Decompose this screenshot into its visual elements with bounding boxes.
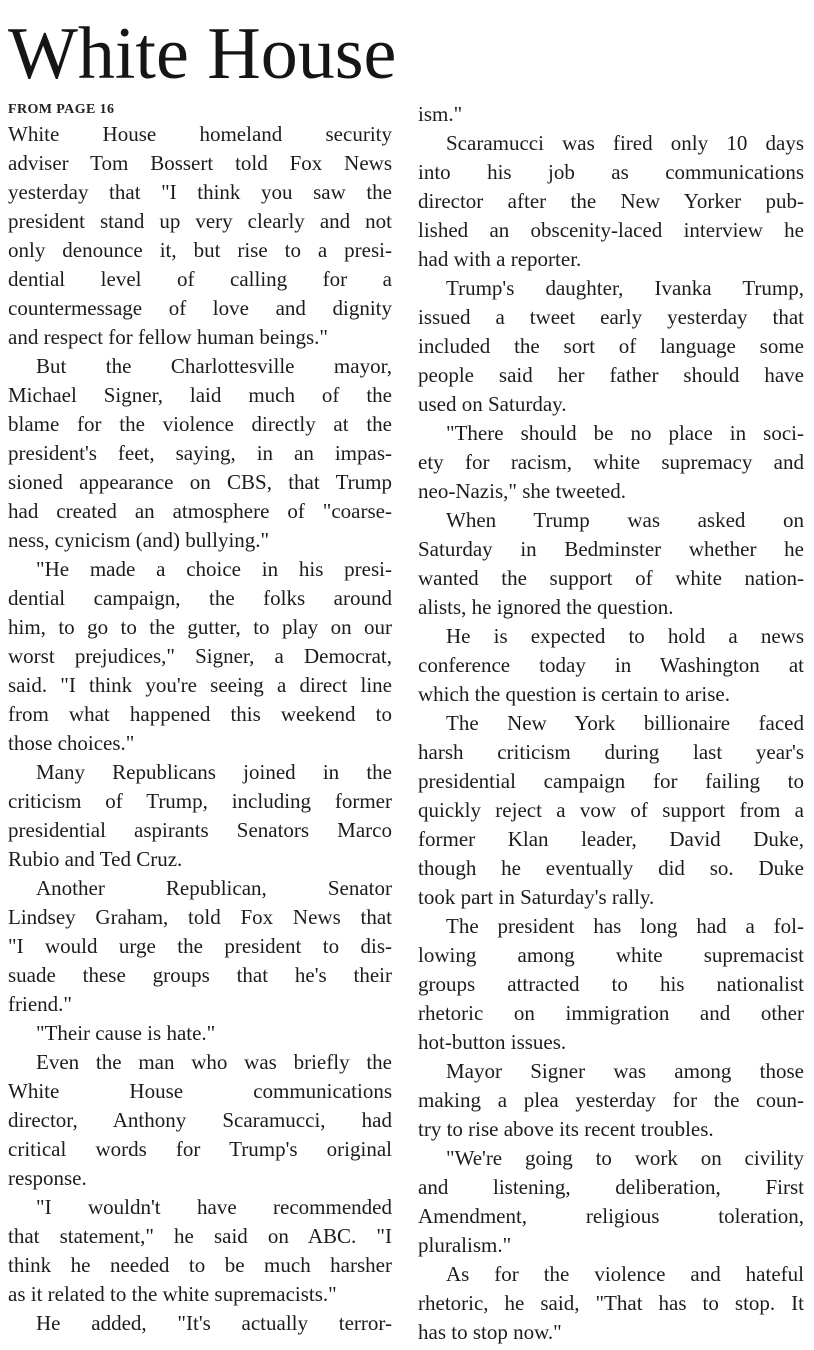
text-line: adviser Tom Bossert told Fox News	[8, 151, 392, 175]
text-line: "I would urge the president to dis-	[8, 934, 392, 958]
text-line: which the question is certain to arise.	[418, 682, 730, 706]
text-line: those choices."	[8, 731, 135, 755]
text-line: When Trump was asked on	[446, 508, 804, 532]
text-line: lowing among white supremacist	[418, 943, 804, 967]
text-line: He is expected to hold a news	[446, 624, 804, 648]
text-line: and listening, deliberation, First	[418, 1175, 804, 1199]
text-line: The New York billionaire faced	[446, 711, 804, 735]
text-line: and respect for fellow human beings."	[8, 325, 328, 349]
text-line: said. "I think you're seeing a direct line	[8, 673, 392, 697]
text-line: neo-Nazis," she tweeted.	[418, 479, 626, 503]
text-line: alists, he ignored the question.	[418, 595, 674, 619]
text-line: ety for racism, white supremacy and	[418, 450, 804, 474]
text-line: ism."	[418, 102, 463, 126]
column-text-right	[418, 100, 804, 1347]
text-line: presidential campaign for failing to	[418, 769, 804, 793]
headline: White House	[8, 13, 397, 95]
text-line: director, Anthony Scaramucci, had	[8, 1108, 392, 1132]
text-line: into his job as communications	[418, 160, 804, 184]
text-line: Saturday in Bedminster whether he	[418, 537, 804, 561]
text-line: took part in Saturday's rally.	[418, 885, 655, 909]
text-line: groups attracted to his nationalist	[418, 972, 804, 996]
text-line: response.	[8, 1166, 87, 1190]
text-line: rhetoric, he said, "That has to stop. It	[418, 1291, 804, 1315]
text-line: "He made a choice in his presi-	[36, 557, 392, 581]
text-line: Mayor Signer was among those	[446, 1059, 804, 1083]
text-line: "There should be no place in soci-	[446, 421, 804, 445]
text-line: blame for the violence directly at the	[8, 412, 392, 436]
text-line: "Their cause is hate."	[36, 1021, 216, 1045]
text-line: had created an atmosphere of "coarse-	[8, 499, 392, 523]
text-line: director after the New Yorker pub-	[418, 189, 804, 213]
text-line: Scaramucci was fired only 10 days	[446, 131, 804, 155]
text-line: has to stop now."	[418, 1320, 562, 1344]
text-line: As for the violence and hateful	[446, 1262, 804, 1286]
text-line: Michael Signer, laid much of the	[8, 383, 392, 407]
text-line: from what happened this weekend to	[8, 702, 392, 726]
text-line: criticism of Trump, including former	[8, 789, 392, 813]
text-line: hot-button issues.	[418, 1030, 567, 1054]
text-line: White House homeland security	[8, 122, 392, 146]
text-line: dential level of calling for a	[8, 267, 392, 291]
text-line: suade these groups that he's their	[8, 963, 392, 987]
text-line: Trump's daughter, Ivanka Trump,	[446, 276, 804, 300]
text-line: conference today in Washington at	[418, 653, 804, 677]
text-line: ness, cynicism (and) bullying."	[8, 528, 270, 552]
text-line: though he eventually did so. Duke	[418, 856, 804, 880]
text-line: friend."	[8, 992, 72, 1016]
text-line: former Klan leader, David Duke,	[418, 827, 804, 851]
article-column-left	[8, 100, 392, 1338]
text-line: pluralism."	[418, 1233, 512, 1257]
text-line: dential campaign, the folks around	[8, 586, 392, 610]
text-line: that statement," he said on ABC. "I	[8, 1224, 392, 1248]
text-line: Rubio and Ted Cruz.	[8, 847, 183, 871]
text-line: harsh criticism during last year's	[418, 740, 804, 764]
column-text-left	[8, 120, 392, 1338]
text-line: only denounce it, but rise to a presi-	[8, 238, 392, 262]
text-line: Lindsey Graham, told Fox News that	[8, 905, 392, 929]
text-line: Many Republicans joined in the	[36, 760, 392, 784]
text-line: Even the man who was briefly the	[36, 1050, 392, 1074]
text-line: White House communications	[8, 1079, 392, 1103]
text-line: But the Charlottesville mayor,	[36, 354, 392, 378]
text-line: countermessage of love and dignity	[8, 296, 392, 320]
text-line: included the sort of language some	[418, 334, 804, 358]
text-line: used on Saturday.	[418, 392, 567, 416]
text-line: as it related to the white supremacists."	[8, 1282, 337, 1306]
text-line: Another Republican, Senator	[36, 876, 392, 900]
text-line: He added, "It's actually terror-	[36, 1311, 392, 1335]
text-line: lished an obscenity-laced interview he	[418, 218, 804, 242]
text-line: president's feet, saying, in an impas-	[8, 441, 392, 465]
text-line: critical words for Trump's original	[8, 1137, 392, 1161]
text-line: sioned appearance on CBS, that Trump	[8, 470, 392, 494]
text-line: "I wouldn't have recommended	[36, 1195, 392, 1219]
text-line: "We're going to work on civility	[446, 1146, 804, 1170]
text-line: Amendment, religious toleration,	[418, 1204, 804, 1228]
article-column-right	[418, 100, 804, 1347]
text-line: rhetoric on immigration and other	[418, 1001, 804, 1025]
text-line: yesterday that "I think you saw the	[8, 180, 392, 204]
text-line: presidential aspirants Senators Marco	[8, 818, 392, 842]
text-line: had with a reporter.	[418, 247, 582, 271]
text-line: issued a tweet early yesterday that	[418, 305, 804, 329]
text-line: people said her father should have	[418, 363, 804, 387]
text-line: making a plea yesterday for the coun-	[418, 1088, 804, 1112]
text-line: try to rise above its recent troubles.	[418, 1117, 714, 1141]
text-line: him, to go to the gutter, to play on our	[8, 615, 392, 639]
text-line: wanted the support of white nation-	[418, 566, 804, 590]
text-line: The president has long had a fol-	[446, 914, 804, 938]
text-line: president stand up very clearly and not	[8, 209, 392, 233]
text-line: think he needed to be much harsher	[8, 1253, 392, 1277]
text-line: quickly reject a vow of support from a	[418, 798, 804, 822]
continuation-kicker: FROM PAGE 16	[8, 102, 115, 117]
text-line: worst prejudices," Signer, a Democrat,	[8, 644, 392, 668]
